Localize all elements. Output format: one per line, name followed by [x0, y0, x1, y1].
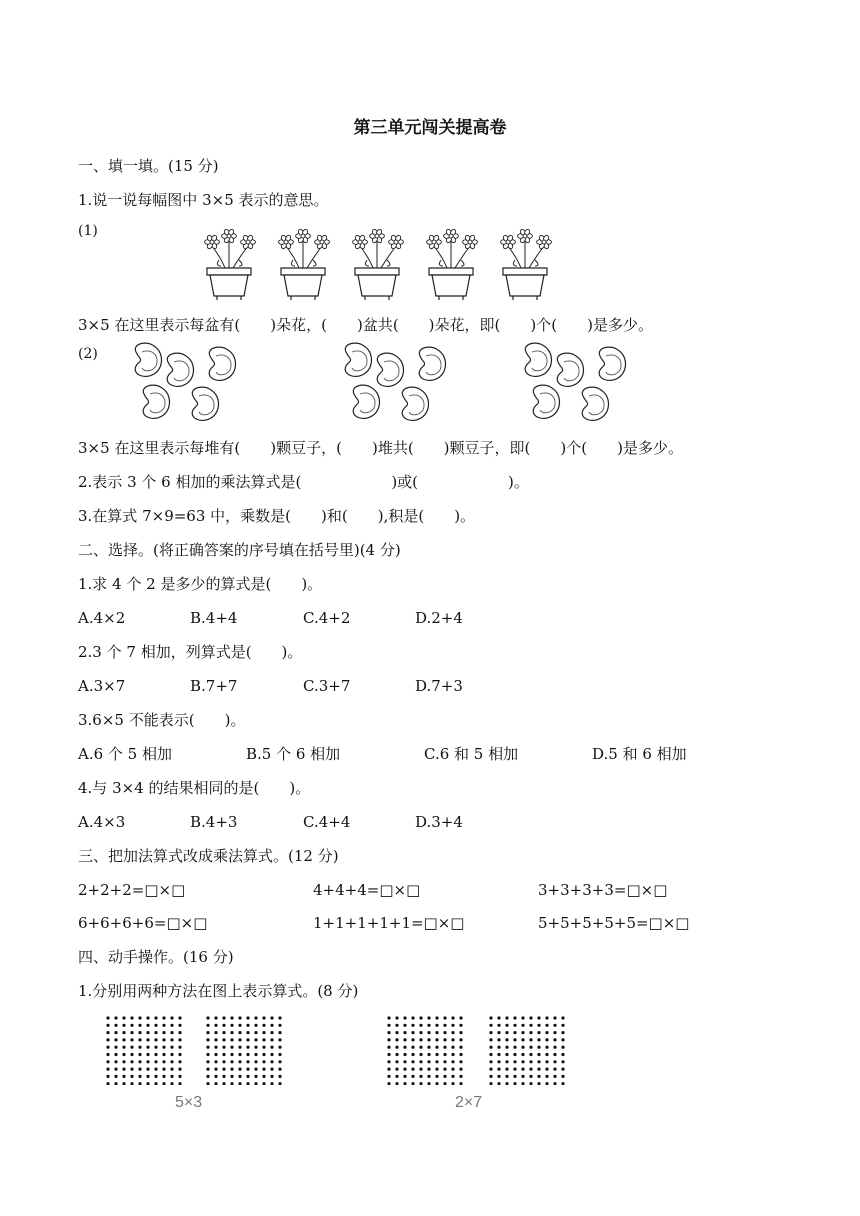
option-a: A.4×2 [78, 609, 126, 627]
option-d: D.7+3 [415, 677, 463, 695]
option-b: B.5 个 6 相加 [246, 745, 341, 763]
part-1-label: (1) [78, 223, 98, 239]
bean [353, 385, 379, 418]
question-1-1: 1.说一说每幅图中 3×5 表示的意思。 [78, 191, 329, 209]
bean [557, 353, 583, 386]
option-d: D.3+4 [415, 813, 463, 831]
bean-pile [135, 343, 235, 420]
flower-pot [279, 228, 330, 300]
bean-pile [345, 343, 445, 420]
section-1-heading: 一、填一填。(15 分) [78, 157, 219, 175]
option-b: B.4+3 [190, 813, 238, 831]
option-c: C.6 和 5 相加 [424, 745, 519, 763]
flower-pot [427, 228, 478, 300]
bean-pile [525, 343, 625, 420]
dot-grid [105, 1015, 183, 1085]
question-2-2: 2.3 个 7 相加，列算式是( )。 [78, 643, 303, 661]
equation-item: 5+5+5+5+5=□×□ [538, 914, 690, 932]
caption-2x7: 2×7 [455, 1094, 483, 1111]
flower-pot [353, 228, 404, 300]
equation-item: 2+2+2=□×□ [78, 881, 186, 899]
question-2-3: 3.6×5 不能表示( )。 [78, 711, 246, 729]
question-4-1: 1.分别用两种方法在图上表示算式。(8 分) [78, 982, 359, 1000]
option-c: C.3+7 [303, 677, 351, 695]
bean [599, 347, 625, 380]
bean [209, 347, 235, 380]
option-c: C.4+2 [303, 609, 351, 627]
option-a: A.4×3 [78, 813, 126, 831]
equation-item: 6+6+6+6=□×□ [78, 914, 208, 932]
bean [419, 347, 445, 380]
bean [167, 353, 193, 386]
equation-item: 1+1+1+1+1=□×□ [313, 914, 465, 932]
dot-grid [205, 1015, 283, 1085]
bean [533, 385, 559, 418]
option-b: B.7+7 [190, 677, 238, 695]
option-d: D.2+4 [415, 609, 463, 627]
option-c: C.4+4 [303, 813, 351, 831]
bean [143, 385, 169, 418]
question-1-2: 2.表示 3 个 6 相加的乘法算式是( )或( )。 [78, 473, 529, 491]
flower-pots-image [195, 226, 575, 302]
bean [377, 353, 403, 386]
section-2-heading: 二、选择。(将正确答案的序号填在括号里)(4 分) [78, 541, 401, 559]
equation-item: 3+3+3+3=□×□ [538, 881, 668, 899]
part-1-text: 3×5 在这里表示每盆有( )朵花，( )盆共( )朵花，即( )个( )是多少。 [78, 316, 653, 334]
bean [402, 387, 428, 420]
bean [192, 387, 218, 420]
question-2-4: 4.与 3×4 的结果相同的是( )。 [78, 779, 311, 797]
part-2-text: 3×5 在这里表示每堆有( )颗豆子，( )堆共( )颗豆子，即( )个( )是多少。 [78, 439, 683, 457]
option-b: B.4+4 [190, 609, 238, 627]
dot-grid [386, 1015, 464, 1085]
bean [525, 343, 551, 376]
flower-pot [501, 228, 552, 300]
bean [582, 387, 608, 420]
page-title: 第三单元闯关提高卷 [353, 118, 507, 138]
dot-grid [488, 1015, 566, 1085]
section-3-heading: 三、把加法算式改成乘法算式。(12 分) [78, 847, 339, 865]
part-2-label: (2) [78, 346, 98, 362]
beans-image [130, 342, 650, 430]
option-d: D.5 和 6 相加 [592, 745, 687, 763]
option-a: A.3×7 [78, 677, 126, 695]
option-a: A.6 个 5 相加 [78, 745, 172, 763]
flower-pot [205, 228, 256, 300]
bean [345, 343, 371, 376]
bean [135, 343, 161, 376]
question-1-3: 3.在算式 7×9=63 中，乘数是( )和( ),积是( )。 [78, 507, 476, 525]
equation-item: 4+4+4=□×□ [313, 881, 421, 899]
caption-5x3: 5×3 [175, 1094, 203, 1111]
section-4-heading: 四、动手操作。(16 分) [78, 948, 234, 966]
question-2-1: 1.求 4 个 2 是多少的算式是( )。 [78, 575, 323, 593]
